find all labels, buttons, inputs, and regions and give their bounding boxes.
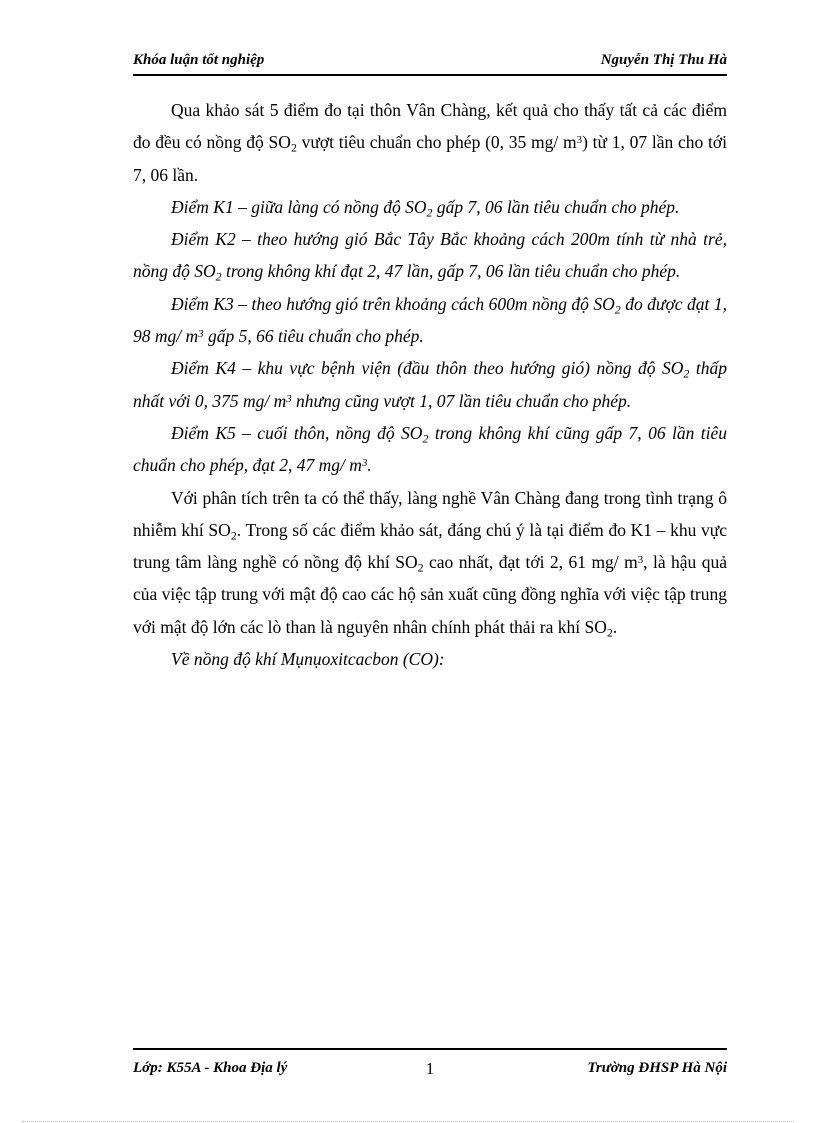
document-body (133, 94, 727, 675)
footer-university: Trường ĐHSP Hà Nội (587, 1060, 727, 1076)
paragraph-analysis: Với phân tích trên ta có thể thấy, làng nghề Vân Chàng đang trong tình trạng ô nhiễm khí $SO_2$. Trong số các điểm khảo sát, đáng chú ý là tại điểm đo K1 – khu vực trung tâm làng nghề có nồng độ khí $SO_2$ cao nhất, đạt tới 2, 61 mg/ $m^3$, là hậu quả của việc tập trung với mật độ cao các hộ sản xuất cũng đồng nghĩa với việc tập trung với mật độ lớn các lò than là nguyên nhân chính phát thải ra khí $SO_2$. (133, 487, 728, 640)
header-author-name: Nguyễn Thị Thu Hà (600, 52, 727, 68)
paragraph-point-k4: Điểm K4 – khu vực bệnh viện (đầu thôn theo hướng gió) nồng độ $SO_2$ thấp nhất với 0, 375 mg/ $m^3$ nhưng cũng vượt 1, 07 lần tiêu chuẩn cho phép. (133, 358, 727, 411)
paragraph-point-k5: Điểm K5 – cuối thôn, nồng độ $SO_2$ trong không khí cũng gấp 7, 06 lần tiêu chuẩn cho phép, đạt 2, 47 mg/ $m^3$. (133, 422, 727, 476)
footer-class-faculty: Lớp: K55A - Khoa Địa lý (133, 1060, 288, 1076)
paragraph-point-k3: Điểm K3 – theo hướng gió trên khoảng cách 600m nồng độ $SO_2$ đo được đạt 1, 98 mg/ $m^3$ gấp 5, 66 tiêu chuẩn cho phép. (133, 293, 727, 347)
page-header (133, 52, 727, 76)
page-edge-divider (22, 1121, 794, 1122)
paragraph-point-k1: Điểm K1 – giữa làng có nồng độ $SO_2$ gấp 7, 06 lần tiêu chuẩn cho phép. (171, 196, 680, 220)
page-footer (133, 1048, 727, 1090)
paragraph-co-heading: Về nồng độ khí Mụnụoxitcacbon (CO): (171, 649, 445, 670)
page-number: 1 (425, 1059, 435, 1078)
paragraph-summary: Qua khảo sát 5 điểm đo tại thôn Vân Chàng, kết quả cho thấy tất cả các điểm đo đều có nồng độ $SO_2$ vượt tiêu chuẩn cho phép (0, 35 mg/ $m^3$) từ 1, 07 lần cho tới 7, 06 lần. (133, 100, 728, 185)
paragraph-point-k2: Điểm K2 – theo hướng gió Bắc Tây Bắc khoảng cách 200m tính từ nhà trẻ, nồng độ $SO_2$ trong không khí đạt 2, 47 lần, gấp 7, 06 lần tiêu chuẩn cho phép. (133, 229, 727, 284)
header-thesis-title: Khóa luận tốt nghiệp (133, 52, 265, 68)
